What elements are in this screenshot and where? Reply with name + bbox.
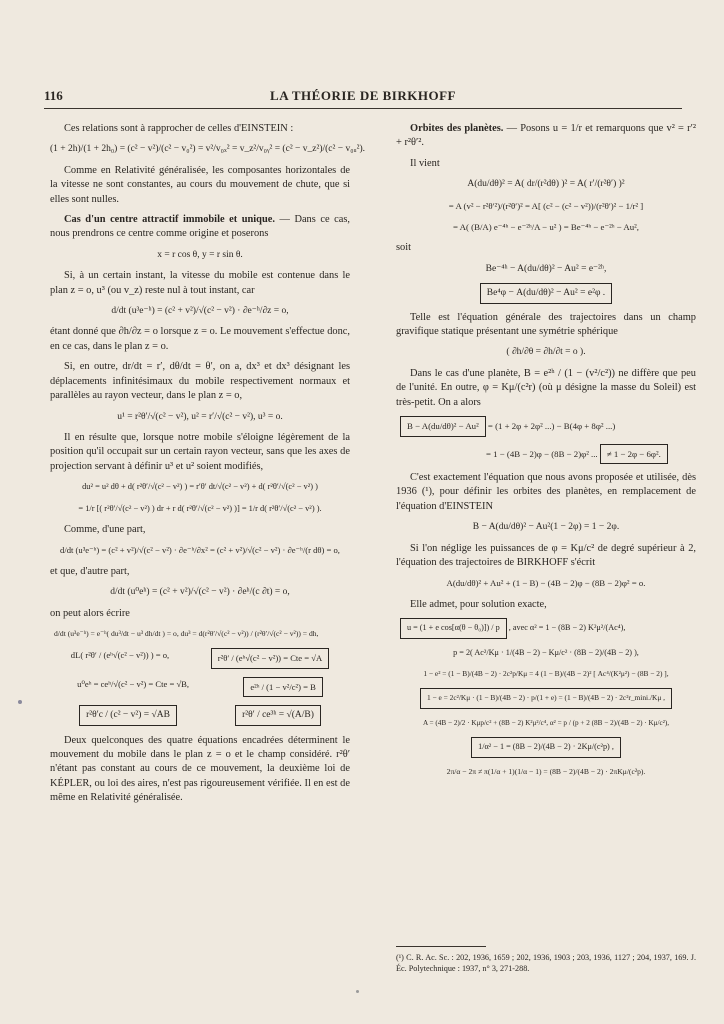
- equation: , avec α² = 1 − (8B − 2) K²μ²/(Ac⁴),: [508, 623, 626, 633]
- boxed-equation: e²ʰ / (1 − v²/c²) = B: [243, 677, 323, 697]
- ink-spot: [18, 700, 22, 704]
- equation: du² = u² dθ + d( r²θ′/√(c² − v²) ) = r′θ′ dt/√(c² − v²) + d( r²θ′/√(c² − v²) ): [82, 482, 318, 492]
- paragraph: Dans le cas d'une planète, B = e²ʰ / (1 − (v²/c²)) ne diffère que peu de l'unité. En outre, φ = Kμ/(c²r) (où μ désigne la masse du Soleil) est très-petit. On a alors: [396, 367, 696, 408]
- equation: d/dt (u³e⁻ʰ) = e⁻ʰ( du³/dt − u³ dh/dt ) = o, du³ = d(r²θ′/√(c² − v²)) / (r²θ′/√(c² − v²)) = dh,: [54, 628, 319, 638]
- running-title: LA THÉORIE DE BIRKHOFF: [270, 88, 456, 103]
- equation: dL( r²θ′ / (eʰ√(c² − v²)) ) = o,: [70, 650, 170, 661]
- boxed-equation: u = (1 + e cos[α(θ − θ₀)]) / p: [400, 618, 507, 638]
- footnote-rule: [396, 946, 486, 947]
- equation-row: [50, 705, 350, 725]
- paragraph: Deux quelconques des quatre équations encadrées déterminent le mouvement du mobile dans le plan z = o et le champ considéré. r²θ′ n'étant pas constant au cours de ce mouvement, la deuxième loi de KÉPLER, ou loi des aires, n'est pas rigoureusement vérifiée. Il en est de même en Relativité généralisée.: [50, 734, 350, 804]
- paragraph: [50, 213, 350, 242]
- paragraph: C'est exactement l'équation que nous avons proposée et utilisée, dès 1936 (¹), pour définir les orbites des planètes, en remplacement de l'équation d'EINSTEIN: [396, 471, 696, 512]
- equation: = A( (B/A) e⁻⁴ʰ − e⁻²ʰ/A − u² ) = Be⁻⁴ʰ − e⁻²ʰ − Au²,: [452, 222, 640, 233]
- paragraph-text: — Posons u = 1/r et remarquons que v² = r′² + r²θ′².: [396, 123, 696, 149]
- equation: x = r cos θ, y = r sin θ.: [157, 249, 243, 260]
- paragraph: Si, en outre, dr/dt = r′, dθ/dt = θ′, on a, dx³ et dx³ désignant les déplacements infinitésimaux du mobile respectivement normaux et parallèles au rayon vecteur, dans le plan z = o,: [50, 361, 350, 402]
- equation: u¹ = r²θ′/√(c² − v²), u² = r′/√(c² − v²), u³ = o.: [117, 411, 283, 422]
- footnote: [396, 952, 696, 980]
- page-number: 116: [44, 88, 63, 103]
- boxed-equation-wrap: [396, 688, 696, 708]
- equation: ( ∂h/∂θ = ∂h/∂t = o ).: [506, 347, 586, 358]
- paragraph: Il vient: [410, 157, 440, 169]
- paragraph: Ces relations sont à rapprocher de celles d'EINSTEIN :: [64, 123, 294, 134]
- equation: u⁰eʰ = ceʰ/√(c² − v²) = Cte = √B,: [77, 678, 190, 689]
- paragraph: Il en résulte que, lorsque notre mobile s'éloigne légèrement de la position qu'il occupait sur un certain rayon vecteur, sans que les axes de projection servant à définir u³ et u² soient modifiés,: [50, 431, 350, 472]
- equation: 2π/α − 2π ≠ π(1/α + 1)(1/α − 1) = (8B − 2)/(4B − 2) · 2πKμ/(c²p).: [446, 766, 646, 776]
- equation-row: [396, 416, 696, 436]
- paragraph: [396, 122, 696, 151]
- equation: 1 − e² = (1 − B)/(4B − 2) · 2c²p/Kμ = 4 (1 − B)/(4B − 2)² [ Ac⁴/(K²μ²) − (8B − 2) ],: [423, 668, 669, 678]
- equation: d/dt (u⁰eʰ) = (c² + v²)/√(c² − v²) · ∂eʰ/(c ∂t) = o,: [110, 587, 290, 598]
- boxed-equation: Be⁴φ − A(du/dθ)² − Au² = e²φ .: [480, 283, 612, 303]
- paragraph: Elle admet, pour solution exacte,: [410, 598, 547, 610]
- section-heading: Orbites des planètes.: [410, 123, 504, 134]
- boxed-equation: 1 − e = 2c²/Kμ · (1 − B)/(4B − 2) · p/(1 + e) = (1 − B)/(4B − 2) · 2c²r_mini./Kμ ,: [420, 688, 672, 708]
- equation-row: [50, 648, 350, 668]
- equation: A(du/dθ)² = A( dr/(r²dθ) )² = A( r′/(r²θ′) )²: [467, 179, 625, 190]
- paragraph: soit: [396, 242, 412, 254]
- boxed-equation: ≠ 1 − 2φ − 6φ².: [600, 444, 668, 464]
- equation: d/dt (u³e⁻ʰ) = (c² + v²)/√(c² − v²) · ∂e⁻ʰ/∂x² = (c² + v²)/√(c² − v²) · ∂e⁻ʰ/(r dθ) = o,: [60, 545, 340, 556]
- equation: Be⁻⁴ʰ − A(du/dθ)² − Au² = e⁻²ʰ,: [485, 263, 607, 274]
- header-rule: [44, 108, 682, 109]
- equation-row: [396, 444, 696, 464]
- paragraph: et que, d'autre part,: [50, 565, 130, 577]
- equation: = 1 − (4B − 2)φ − (8B − 2)φ² ...: [486, 448, 598, 459]
- equation-row: [396, 618, 696, 638]
- boxed-equation-wrap: [396, 283, 696, 303]
- equation: = (1 + 2φ + 2φ² ...) − B(4φ + 8φ² ...): [487, 421, 616, 432]
- equation-row: [50, 677, 350, 697]
- equation: p = 2( Ac²/Kμ · 1/(4B − 2) − Kμ/c² · (8B − 2)/(4B − 2) ),: [453, 647, 639, 657]
- boxed-equation: r²θ′ / (eʰ√(c² − v²)) = Cte = √A: [211, 648, 329, 668]
- boxed-equation: B − A(du/dθ)² − Au²: [400, 416, 486, 436]
- equation: A = (4B − 2)/2 · Kμp/c² + (8B − 2) K²μ²/c⁴, α² = p / (p + 2 (8B − 2)/(4B − 2) · Kμ/c²),: [422, 718, 670, 727]
- left-column: [50, 122, 366, 812]
- equation: B − A(du/dθ)² − Au²(1 − 2φ) = 1 − 2φ.: [472, 522, 620, 533]
- equation: = 1/r [( r²θ′/√(c² − v²) ) dr + r d( r²θ′/√(c² − v²) )] = 1/r d( r²θ′/√(c² − v²) ).: [78, 503, 322, 513]
- right-column: [396, 122, 696, 786]
- paragraph: Si l'on néglige les puissances de φ = Kμ/c² de degré supérieur à 2, l'équation des trajectoires de BIRKHOFF s'écrit: [396, 542, 696, 568]
- paragraph-text: — Dans ce cas, nous prendrons ce centre comme origine et poserons: [50, 214, 350, 240]
- boxed-equation: 1/α² − 1 = (8B − 2)/(4B − 2) · 2Kμ/(c²p) ,: [471, 737, 621, 757]
- paragraph: Comme, d'une part,: [64, 523, 146, 535]
- equation: (1 + 2h)/(1 + 2h₀) = (c² − v²)/(c² − v₀²) = v²/v₀ₓ² = v_z²/v₀ᵧ² = (c² − v_z²)/(c² − v₀ᵤ²).: [50, 144, 366, 155]
- paragraph: on peut alors écrire: [50, 607, 130, 619]
- equation: d/dt (u³e⁻ʰ) = (c² + v²)/√(c² − v²) · ∂e⁻ʰ/∂z = o,: [111, 306, 289, 317]
- equation: A(du/dθ)² + Au² + (1 − B) − (4B − 2)φ − (8B − 2)φ² = o.: [446, 578, 646, 589]
- boxed-equation-wrap: [396, 737, 696, 757]
- paragraph: Si, à un certain instant, la vitesse du mobile est contenue dans le plan z = o, u³ (ou v_z) reste nul à tout instant, car: [50, 270, 350, 296]
- equation: = A (v² − r²θ′²)/(r²θ′)² = A[ (c² − (c² − v²))/(r²θ′)² − 1/r² ]: [448, 200, 644, 211]
- paragraph: étant donné que ∂h/∂z = o lorsque z = o. Le mouvement s'effectue donc, en ce cas, dans le plan z = o.: [50, 326, 350, 352]
- boxed-equation: r²θ′c / (c² − v²) = √AB: [79, 705, 177, 725]
- section-heading: Cas d'un centre attractif immobile et unique.: [64, 214, 275, 226]
- ink-spot: [356, 990, 359, 993]
- boxed-equation: r²θ′ / ce³ʰ = √(A/B): [235, 705, 321, 725]
- page-header: [44, 88, 682, 108]
- paragraph: Telle est l'équation générale des trajectoires dans un champ gravifique statique présentant une symétrie sphérique: [396, 311, 696, 338]
- footnote-text: (¹) C. R. Ac. Sc. : 202, 1936, 1659 ; 202, 1936, 1903 ; 203, 1936, 1127 ; 204, 1937, 169. J. Éc. Polytechnique : 1937, n° 3, 271-288.: [396, 953, 696, 973]
- paragraph: Comme en Relativité généralisée, les composantes horizontales de la vitesse ne sont constantes, au cours du mouvement de chute, que si elles sont nulles.: [50, 164, 350, 205]
